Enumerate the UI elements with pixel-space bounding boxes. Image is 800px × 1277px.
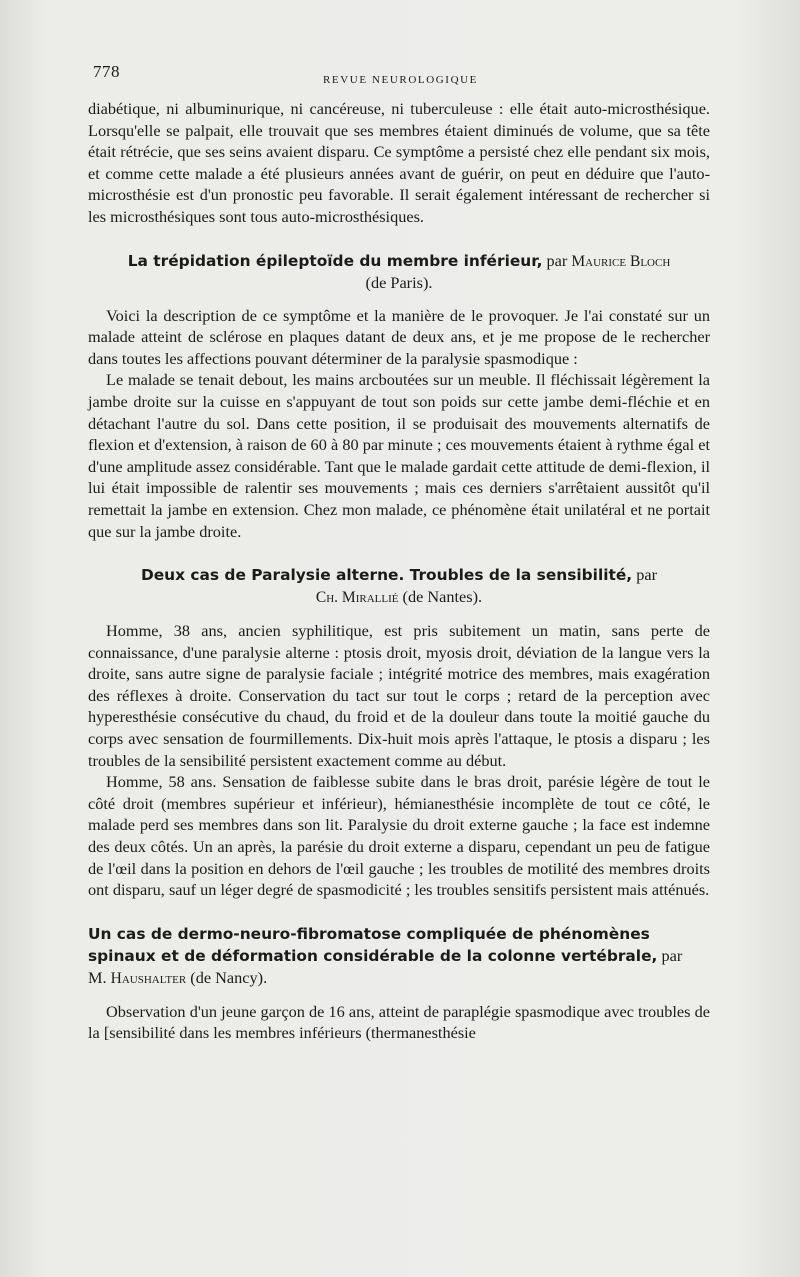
section-title: Un cas de dermo-neuro-fibromatose compliquée de phénomènes spinaux et de déformation considérable de la colonne vertébrale, [88, 924, 658, 965]
running-title: REVUE NEUROLOGIQUE [323, 74, 478, 86]
section-heading-1 [88, 250, 710, 293]
section-origin: (de Nancy). [190, 967, 268, 987]
section-paragraph: Homme, 38 ans, ancien syphilitique, est pris subitement un matin, sans perte de connaissance, d'une paralysie alterne : ptosis droit, myosis droit, déviation de la langue vers la droite, sans autre signe de paralysie faciale ; intégrité motrice des membres, mais exagération des réflexes à droite. Conservation du tact sur tout le corps ; retard de la perception avec hyperesthésie consécutive du chaud, du froid et de la douleur dans toute la moitié gauche du corps avec sensation de fourmillements. Dix-huit mois après l'attaque, le ptosis a disparu ; les troubles de la sensibilité persistent exactement comme au début. [88, 621, 710, 770]
section-by: par [546, 250, 568, 270]
section-title: La trépidation épileptoïde du membre inférieur, [127, 251, 543, 270]
section-title: Deux cas de Paralysie alterne. Troubles de la sensibilité, [140, 566, 633, 585]
section-heading-2 [88, 564, 710, 608]
section-origin: (de Nantes). [402, 587, 483, 607]
section-paragraph: Observation d'un jeune garçon de 16 ans, atteint de paraplégie spasmodique avec troubles de la [sensibilité dans les membres inférieurs (thermanesthésie [88, 1001, 710, 1043]
section-author: Maurice Bloch [571, 252, 671, 270]
section-paragraph: Voici la description de ce symptôme et la manière de le provoquer. Je l'ai constaté sur un malade atteint de sclérose en plaques datant de deux ans, et je me propose de le rechercher dans toutes les affections pouvant déterminer de la paralysie spasmodique : [88, 305, 710, 368]
section-paragraph: Homme, 58 ans. Sensation de faiblesse subite dans le bras droit, parésie légère de tout le côté droit (membres supérieur et inférieur), hémianesthésie incomplète de tout ce côté, le malade perd ses membres dans son lit. Paralysie du droit externe gauche ; la face est indemne des deux côtés. Un an après, la parésie du droit externe a disparu, cependant un peu de fatigue de l'œil dans la position en dehors de l'œil gauche ; les troubles de motilité des membres droits ont disparu, sauf un léger degré de spasmodicité ; les troubles sensitifs persistent mais atténués. [88, 772, 710, 900]
section-by: par [636, 565, 658, 585]
section-origin: (de Paris). [365, 272, 433, 292]
section-author: Ch. Mirallié [315, 589, 399, 607]
section-author: Haushalter [110, 969, 187, 987]
page-body [88, 98, 710, 1044]
section-paragraph: Le malade se tenait debout, les mains arcboutées sur un meuble. Il fléchissait légèrement la jambe droite sur la cuisse en s'appuyant de tout son poids sur cette jambe demi-fléchie et en détachant l'autre du sol. Dans cette position, il se produisait des mouvements alternatifs de flexion et d'extension, à raison de 60 à 80 par minute ; ces mouvements étaient à rythme égal et d'une amplitude assez considérable. Tant que le malade gardait cette attitude de demi-flexion, il lui était impossible de ralentir ses mouvements ; mais ces derniers s'arrêtaient aussitôt qu'il remettait la jambe en extension. Chez mon malade, ce phénomène était unilatéral et ne portait que sur la jambe droite. [88, 370, 710, 541]
intro-paragraph: diabétique, ni albuminurique, ni cancéreuse, ni tuberculeuse : elle était auto-microsthésique. Lorsqu'elle se palpait, elle trouvait que ses membres étaient diminués de volume, que sa tête était rétrécie, que ses seins avaient disparu. Ce symptôme a persisté chez elle pendant six mois, et comme cette malade a été plusieurs années avant de guérir, on peut en déduire que l'auto-microsthésie est d'un pronostic peu favorable. Il serait également intéressant de rechercher si les microsthésiques sont tous auto-microsthésiques. [88, 99, 710, 226]
page-number: 778 [93, 62, 120, 81]
section-by: par M. [88, 945, 683, 987]
section-heading-3 [88, 923, 710, 989]
page-header [93, 62, 708, 86]
